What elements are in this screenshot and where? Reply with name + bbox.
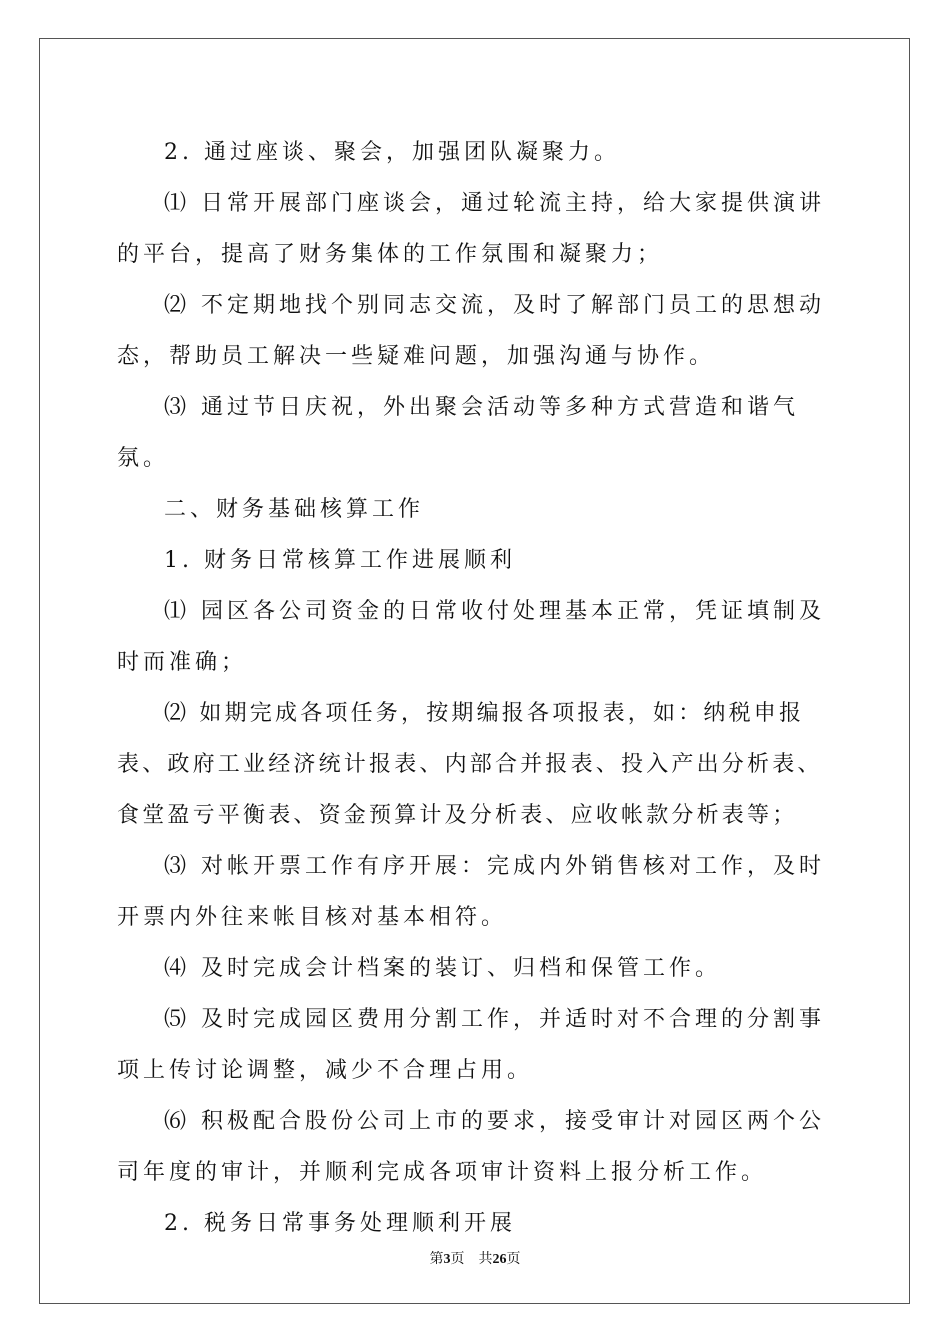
paragraph: ⑹ 积极配合股份公司上市的要求，接受审计对园区两个公司年度的审计，并顺利完成各项审计资料上报分析工作。: [117, 1109, 825, 1185]
total-suffix: 页: [506, 1252, 521, 1267]
page-number: 3: [443, 1252, 451, 1267]
subsection-heading: 1. 财务日常核算工作进展顺利: [164, 548, 516, 573]
section-heading: 二、财务基础核算工作: [164, 497, 425, 522]
page-footer: [0, 1248, 950, 1268]
paragraph: 2. 通过座谈、聚会，加强团队凝聚力。: [164, 140, 620, 165]
paragraph: ⑴ 园区各公司资金的日常收付处理基本正常，凭证填制及时而准确；: [117, 599, 825, 675]
paragraph: ⑸ 及时完成园区费用分割工作，并适时对不合理的分割事项上传讨论调整，减少不合理占用。: [117, 1007, 825, 1083]
page-suffix: 页: [450, 1252, 465, 1267]
total-pages: 26: [492, 1252, 507, 1267]
total-prefix: 共: [478, 1252, 493, 1267]
paragraph: ⑶ 对帐开票工作有序开展：完成内外销售核对工作，及时开票内外往来帐目核对基本相符。: [117, 854, 825, 930]
page-prefix: 第: [429, 1252, 444, 1267]
paragraph: ⑷ 及时完成会计档案的装订、归档和保管工作。: [164, 956, 721, 981]
paragraph: ⑵ 不定期地找个别同志交流，及时了解部门员工的思想动态，帮助员工解决一些疑难问题，加强沟通与协作。: [117, 293, 825, 369]
subsection-heading: 2. 税务日常事务处理顺利开展: [164, 1211, 516, 1236]
paragraph: ⑵ 如期完成各项任务，按期编报各项报表，如：纳税申报表、政府工业经济统计报表、内部合并报表、投入产出分析表、食堂盈亏平衡表、资金预算计及分析表、应收帐款分析表等；: [117, 701, 823, 828]
paragraph: ⑶ 通过节日庆祝，外出聚会活动等多种方式营造和谐气氛。: [117, 395, 799, 471]
document-body: [117, 127, 837, 1249]
paragraph: ⑴ 日常开展部门座谈会，通过轮流主持，给大家提供演讲的平台，提高了财务集体的工作氛围和凝聚力；: [117, 191, 825, 267]
